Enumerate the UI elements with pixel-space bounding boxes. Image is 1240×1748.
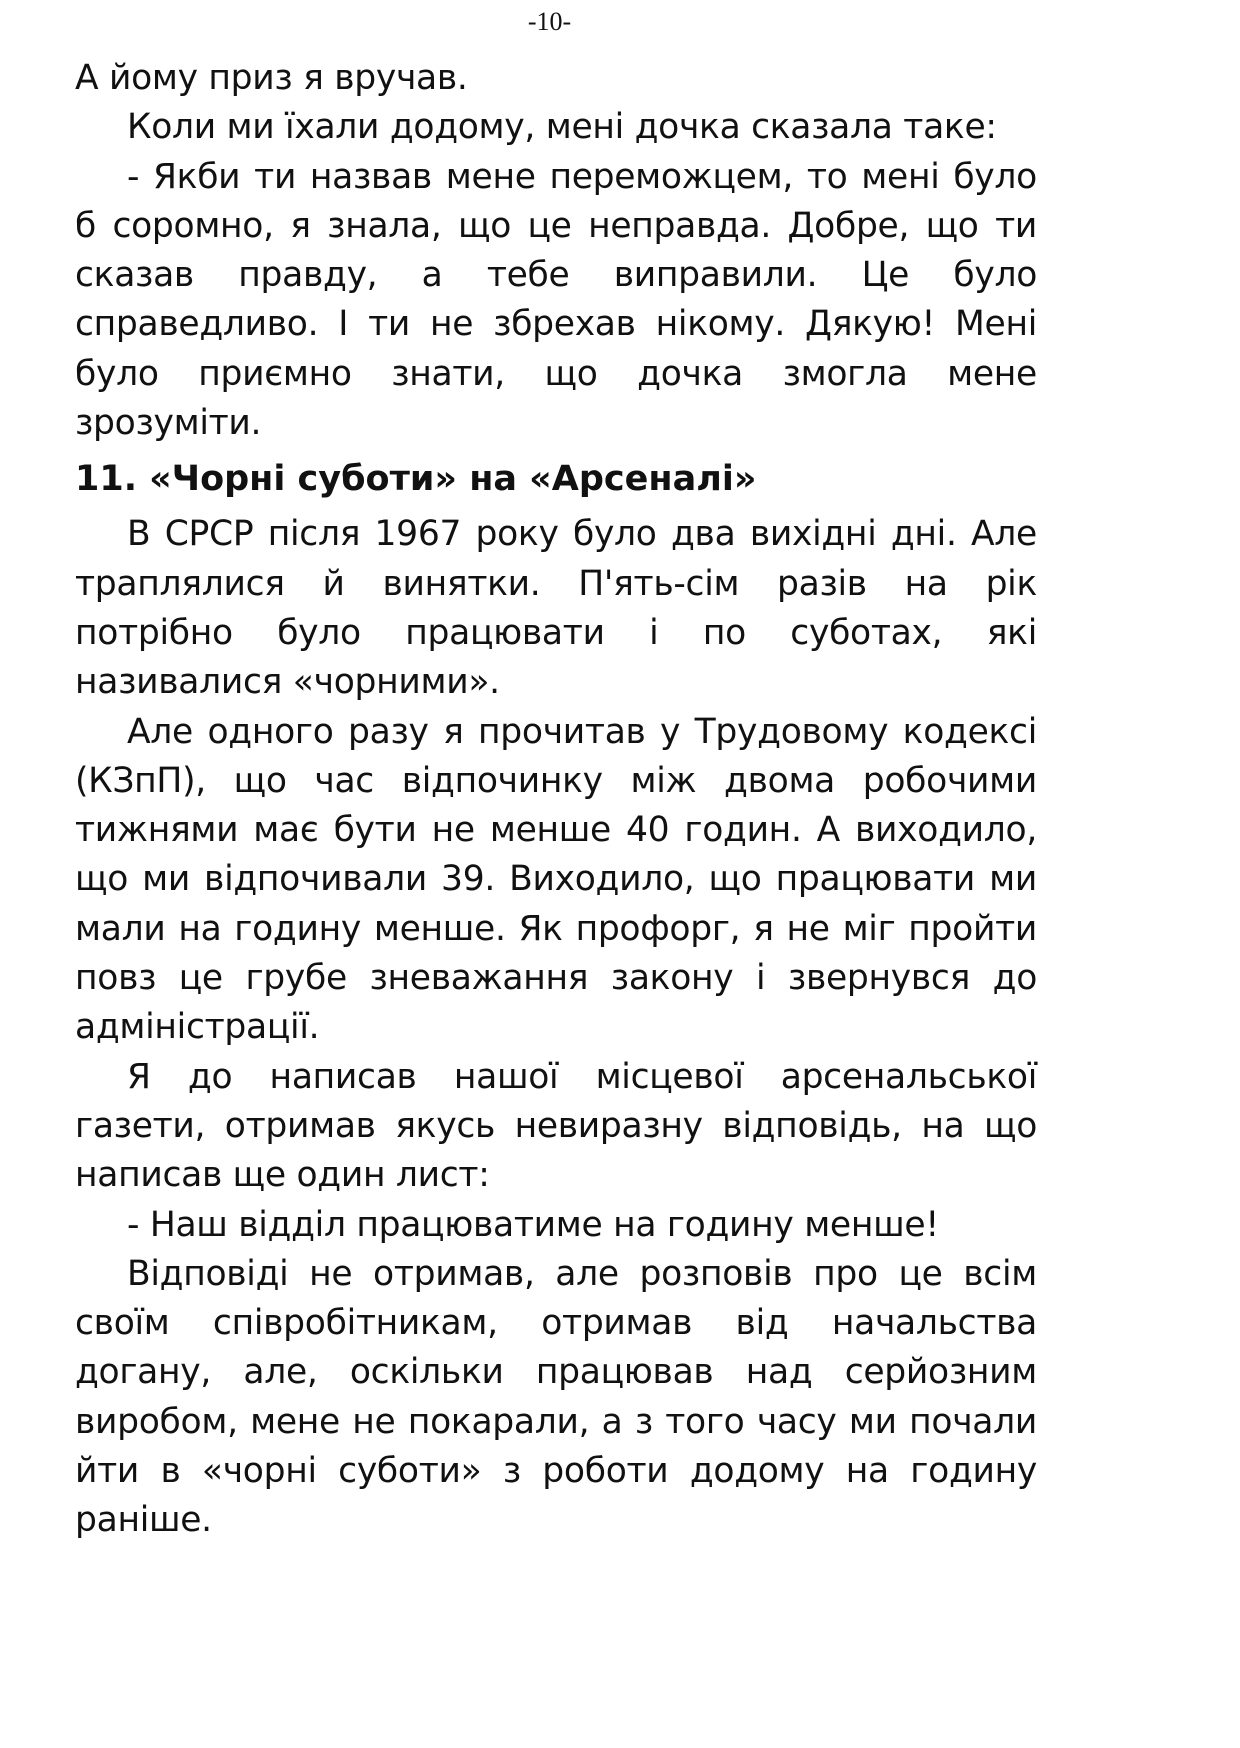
paragraph: - Якби ти назвав мене переможцем, то мені було б соромно, я знала, що це неправда. Добре, що ти сказав правду, а тебе виправили. Це було справедливо. І ти не збрехав нікому. Дякую! Мені було приємно знати, що дочка змогла мене зрозуміти. — [75, 156, 1037, 444]
section-heading: 11. «Чорні суботи» на «Арсеналі» — [75, 459, 757, 500]
paragraph: Коли ми їхали додому, мені дочка сказала таке: — [127, 107, 997, 148]
paragraph: Але одного разу я прочитав у Трудовому кодексі (КЗпП), що час відпочинку між двома робочими тижнями має бути не менше 40 годин. А виходило, що ми відпочивали 39. Виходило, що працювати ми мали на годину менше. Як профорг, я не міг пройти повз це грубе зневажання закону і звернувся до адміністрації. — [75, 711, 1037, 1048]
paragraph: - Наш відділ працюватиме на годину менше! — [127, 1204, 939, 1245]
document-body — [75, 54, 1037, 1546]
paragraph: В СРСР після 1967 року було два вихідні дні. Але траплялися й винятки. П'ять-сім разів на рік потрібно було працювати і по суботах, які називалися «чорними». — [75, 514, 1037, 703]
paragraph: Я до написав нашої місцевої арсенальської газети, отримав якусь невиразну відповідь, на що написав ще один лист: — [75, 1056, 1037, 1196]
paragraph: А йому приз я вручав. — [75, 58, 468, 98]
page-number: -10- — [527, 7, 572, 36]
paragraph: Відповіді не отримав, але розповів про це всім своїм співробітникам, отримав від начальства догану, але, оскільки працював над серйозним виробом, мене не покарали, а з того часу ми почали йти в «чорні суботи» з роботи додому на годину раніше. — [75, 1253, 1037, 1541]
